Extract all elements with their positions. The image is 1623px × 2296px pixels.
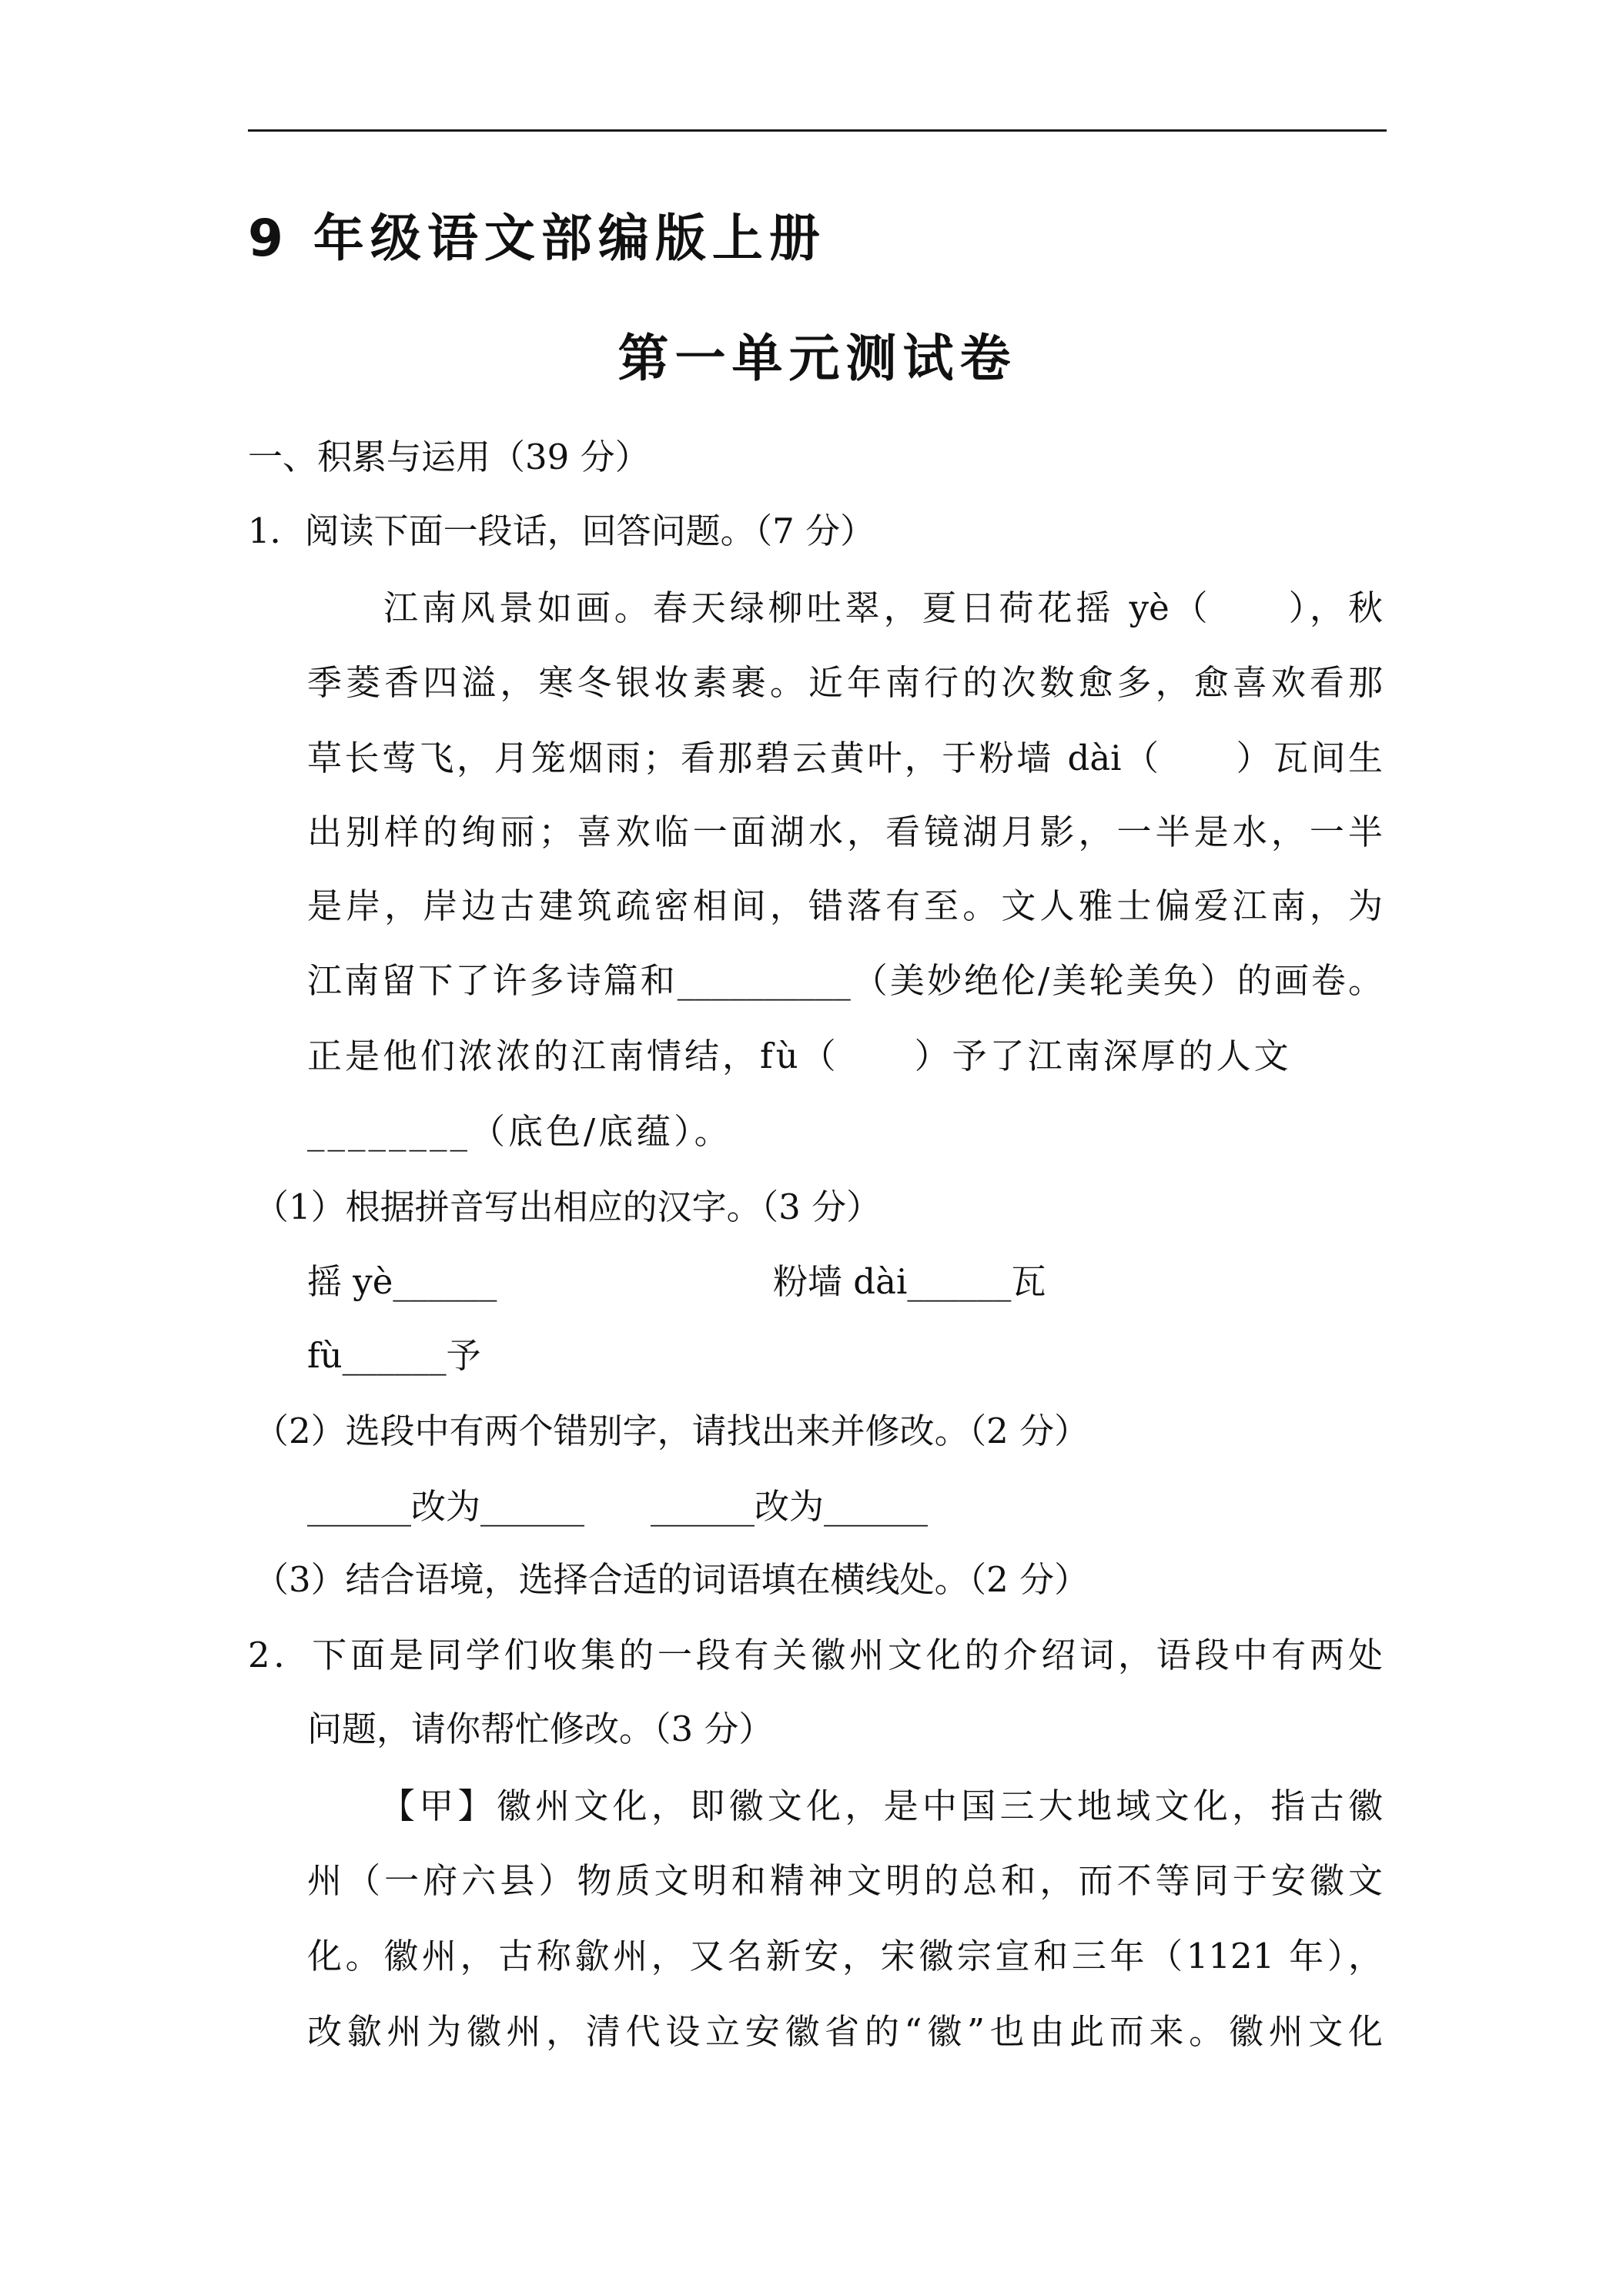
q1-sub2-blank-2: ______改为______ <box>651 1486 929 1527</box>
q1-passage-line-1: 江南风景如画。春天绿柳吐翠，夏日荷花摇 yè（ ），秋 <box>383 587 1383 628</box>
q2-passage-line-3: 化。徽州，古称歙州，又名新安，宋徽宗宣和三年（1121 年）， <box>307 1936 1383 1976</box>
q1-passage-line-2: 季菱香四溢，寒冬银妆素裹。近年南行的次数愈多，愈喜欢看那 <box>307 662 1383 703</box>
q1-sub2-blank-1: ______改为______ <box>307 1486 585 1527</box>
q1-sub1-prompt: （1）根据拼音写出相应的汉字。（3 分） <box>254 1186 882 1227</box>
section-heading: 一、积累与运用（39 分） <box>248 437 650 477</box>
q1-sub2-prompt: （2）选段中有两个错别字，请找出来并修改。（2 分） <box>254 1411 1089 1451</box>
question-2-stem-line-2: 问题，请你帮忙修改。（3 分） <box>307 1709 774 1749</box>
q1-passage-line-3: 草长莺飞，月笼烟雨；看那碧云黄叶，于粉墙 dài（ ）瓦间生 <box>307 738 1383 778</box>
question-1-stem: 1．阅读下面一段话，回答问题。（7 分） <box>248 510 875 551</box>
document-title: 9 年级语文部编版上册 <box>248 209 826 268</box>
q1-sub1-blank-2: 粉墙 dài______瓦 <box>773 1261 1046 1302</box>
q1-sub3-prompt: （3）结合语境，选择合适的词语填在横线处。（2 分） <box>254 1559 1089 1600</box>
q2-passage-line-2: 州（一府六县）物质文明和精神文明的总和，而不等同于安徽文 <box>307 1860 1383 1901</box>
q1-passage-line-7: 正是他们浓浓的江南情结，fù（ ）予了江南深厚的人文 <box>307 1036 1292 1076</box>
q1-passage-line-6: 江南留下了许多诗篇和__________（美妙绝伦/美轮美奂）的画卷。 <box>307 960 1383 1001</box>
q2-passage-line-4: 改歙州为徽州，清代设立安徽省的“徽”也由此而来。徽州文化 <box>307 2011 1383 2052</box>
q1-passage-line-4: 出别样的绚丽；喜欢临一面湖水，看镜湖月影，一半是水，一半 <box>307 812 1383 852</box>
question-2-stem-line-1: 2．下面是同学们收集的一段有关徽州文化的介绍词，语段中有两处 <box>248 1635 1383 1675</box>
q1-sub1-blank-1: 摇 yè______ <box>307 1261 497 1302</box>
q1-sub1-blank-3: fù______予 <box>307 1335 481 1376</box>
q2-passage-line-1: 【甲】徽州文化，即徽文化，是中国三大地域文化，指古徽 <box>380 1786 1383 1826</box>
q1-passage-line-5: 是岸，岸边古建筑疏密相间，错落有至。文人雅士偏爱江南，为 <box>307 885 1383 926</box>
test-title: 第一单元测试卷 <box>617 329 1017 388</box>
q1-passage-line-8: ________（底色/底蕴）。 <box>307 1111 732 1152</box>
header-rule <box>248 129 1387 132</box>
